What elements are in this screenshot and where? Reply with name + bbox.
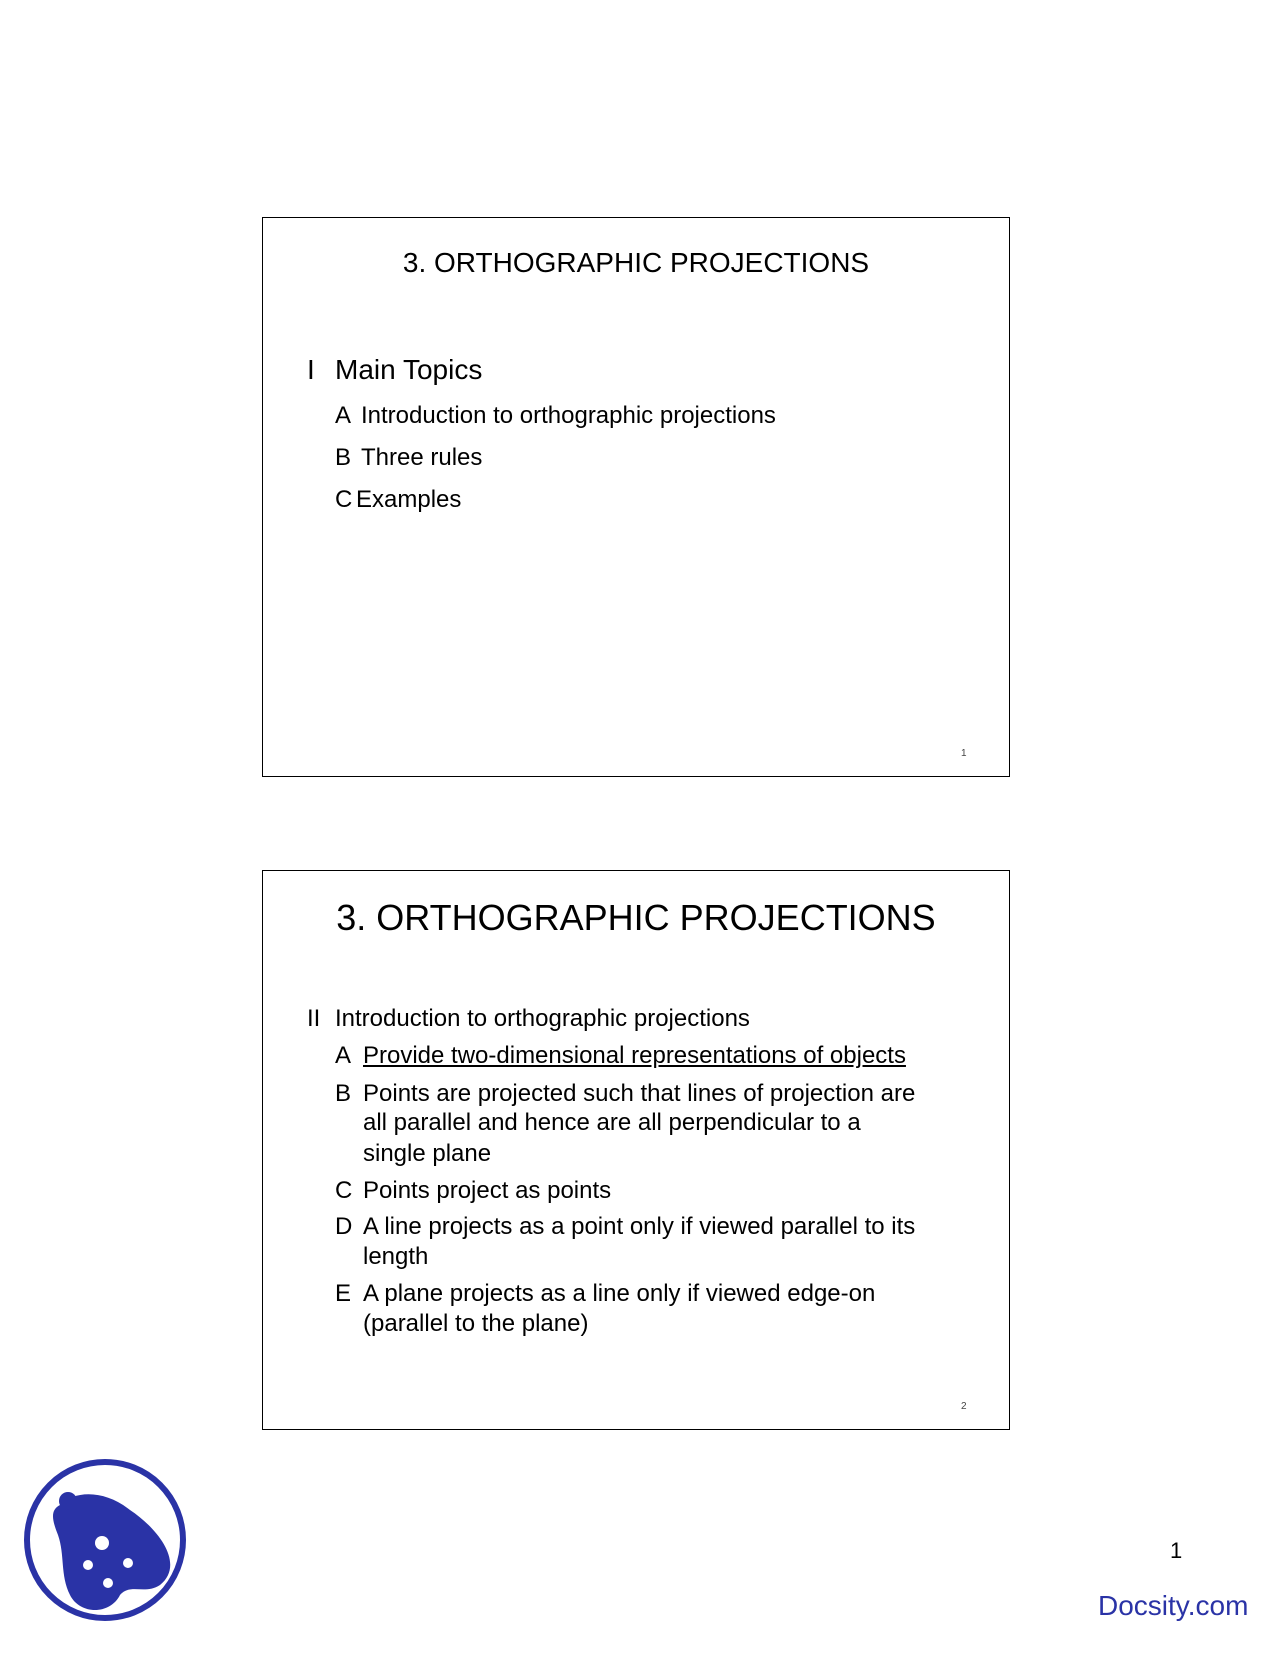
- heading-text: Main Topics: [335, 354, 483, 385]
- slide-2-title: 3. ORTHOGRAPHIC PROJECTIONS: [336, 897, 936, 938]
- item-label: A: [335, 1042, 352, 1069]
- item-label: E: [335, 1280, 352, 1307]
- item-label: C: [335, 1177, 353, 1204]
- heading-label: II: [307, 1005, 321, 1032]
- item-label: C: [335, 486, 353, 513]
- item-label: A: [335, 402, 352, 429]
- slide-2: [262, 870, 1010, 1430]
- slide-1-title: 3. ORTHOGRAPHIC PROJECTIONS: [402, 247, 870, 278]
- slide-number: 2: [961, 1401, 967, 1412]
- slide-number: 1: [961, 748, 967, 759]
- item-label: B: [335, 1080, 352, 1107]
- item-text: Introduction to orthographic projections: [361, 402, 776, 429]
- item-text-line: length: [363, 1243, 429, 1270]
- page-number: 1: [1170, 1538, 1183, 1563]
- heading-text: Introduction to orthographic projections: [335, 1005, 750, 1032]
- item-text: Provide two-dimensional representations of objects: [363, 1042, 906, 1069]
- item-text-line: all parallel and hence are all perpendicular to a: [363, 1109, 861, 1136]
- item-text-line: Points are projected such that lines of projection are: [363, 1080, 916, 1107]
- slide-1: [262, 217, 1010, 777]
- item-text: Three rules: [361, 444, 483, 471]
- heading-label: I: [307, 354, 315, 385]
- item-text-line: (parallel to the plane): [363, 1310, 589, 1337]
- item-label: D: [335, 1213, 353, 1240]
- item-text-line: A plane projects as a line only if viewed edge-on: [363, 1280, 876, 1307]
- item-text: Examples: [356, 486, 462, 513]
- item-text-line: A line projects as a point only if viewed parallel to its: [363, 1213, 916, 1240]
- docsity-link[interactable]: Docsity.com: [1098, 1590, 1249, 1621]
- item-text: Points project as points: [363, 1177, 612, 1204]
- item-label: B: [335, 444, 352, 471]
- docsity-logo-icon: [20, 1455, 190, 1625]
- item-text-line: single plane: [363, 1140, 492, 1167]
